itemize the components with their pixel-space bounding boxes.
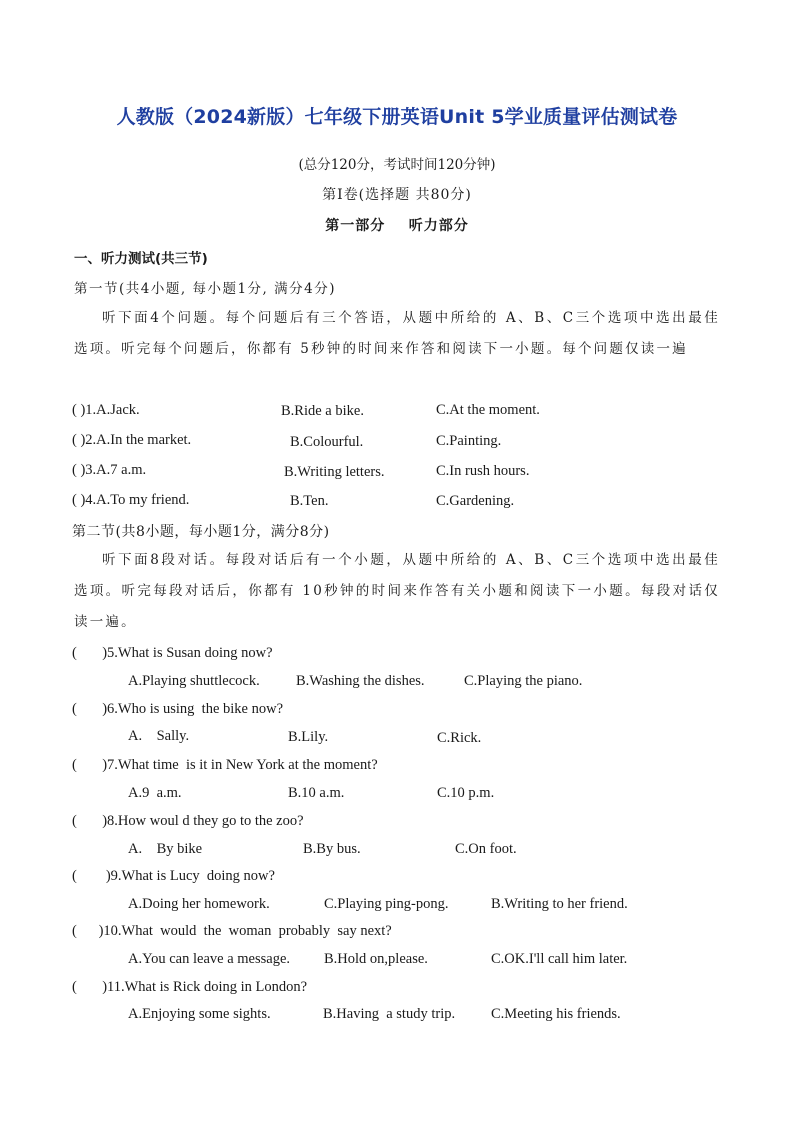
question-7-option-a: A.9 a.m. (128, 785, 182, 801)
question-3-stem: ( )3.A.7 a.m. (72, 462, 147, 478)
part-heading: 第一部分 听力部分 (325, 218, 469, 234)
score-time-note: (总分120分，考试时间120分钟) (298, 157, 496, 173)
question-10-stem: ( )10.What would the woman probably say next? (72, 923, 392, 939)
section1-heading: 第一节(共4小题, 每小题1分, 满分4分) (74, 281, 336, 297)
question-8-option-a: A. By bike (128, 841, 203, 857)
question-4-option-c: C.Gardening. (436, 493, 515, 509)
question-6-stem: ( )6.Who is using the bike now? (72, 701, 284, 717)
question-5-option-a: A.Playing shuttlecock. (128, 673, 260, 689)
question-2-option-b: B.Colourful. (290, 434, 364, 450)
question-2-stem: ( )2.A.In the market. (72, 432, 192, 448)
question-7-stem: ( )7.What time is it in New York at the moment? (72, 757, 378, 773)
question-4-stem: ( )4.A.To my friend. (72, 492, 190, 508)
question-9-option-b: C.Playing ping-pong. (324, 896, 449, 912)
question-10-option-a: A.You can leave a message. (128, 951, 291, 967)
question-10-option-c: C.OK.I'll call him later. (491, 951, 628, 967)
volume-heading: 第Ⅰ卷(选择题 共80分) (322, 187, 472, 203)
question-10-option-b: B.Hold on,please. (324, 951, 428, 967)
question-9-stem: ( )9.What is Lucy doing now? (72, 868, 275, 884)
question-1-option-b: B.Ride a bike. (281, 403, 364, 419)
question-5-option-b: B.Washing the dishes. (296, 673, 425, 689)
section2-instructions: 听下面8段对话。每段对话后有一个小题，从题中所给的 A、B、C三个选项中选出最佳选项。听完每段对话后，你都有 10秒钟的时间来作答有关小题和阅读下一小题。每段对话仅 读一遍。 (74, 552, 720, 630)
question-8-option-c: C.On foot. (455, 841, 517, 857)
page-title: 人教版（2024新版）七年级下册英语Unit 5学业质量评估测试卷 (116, 106, 678, 128)
question-3-option-b: B.Writing letters. (284, 464, 385, 480)
question-6-option-c: C.Rick. (437, 730, 482, 746)
question-5-option-c: C.Playing the piano. (464, 673, 583, 689)
question-11-option-c: C.Meeting his friends. (491, 1006, 621, 1022)
question-11-option-b: B.Having a study trip. (323, 1006, 456, 1022)
question-9-option-a: A.Doing her homework. (128, 896, 270, 912)
section2-heading: 第二节(共8小题，每小题1分，满分8分) (72, 524, 330, 540)
question-8-stem: ( )8.How woul d they go to the zoo? (72, 813, 304, 829)
question-3-option-c: C.In rush hours. (436, 463, 530, 479)
question-7-option-b: B.10 a.m. (288, 785, 345, 801)
question-6-option-b: B.Lily. (288, 729, 329, 745)
question-5-stem: ( )5.What is Susan doing now? (72, 645, 273, 661)
question-2-option-c: C.Painting. (436, 433, 502, 449)
section1-instructions: 听下面4个问题。每个问题后有三个答语，从题中所给的 A、B、C三个选项中选出最佳选项。听完每个问题后，你都有 5秒钟的时间来作答和阅读下一小题。每个问题仅读一遍 (74, 310, 720, 357)
question-11-stem: ( )11.What is Rick doing in London? (72, 979, 308, 995)
section-heading: 一、听力测试(共三节) (74, 251, 208, 267)
question-6-option-a: A. Sally. (128, 728, 190, 744)
question-7-option-c: C.10 p.m. (437, 785, 495, 801)
question-8-option-b: B.By bus. (303, 841, 361, 857)
question-4-option-b: B.Ten. (290, 493, 329, 509)
question-1-option-c: C.At the moment. (436, 402, 540, 418)
question-11-option-a: A.Enjoying some sights. (128, 1006, 271, 1022)
question-9-option-c: B.Writing to her friend. (491, 896, 628, 912)
question-1-stem: ( )1.A.Jack. (72, 402, 140, 418)
